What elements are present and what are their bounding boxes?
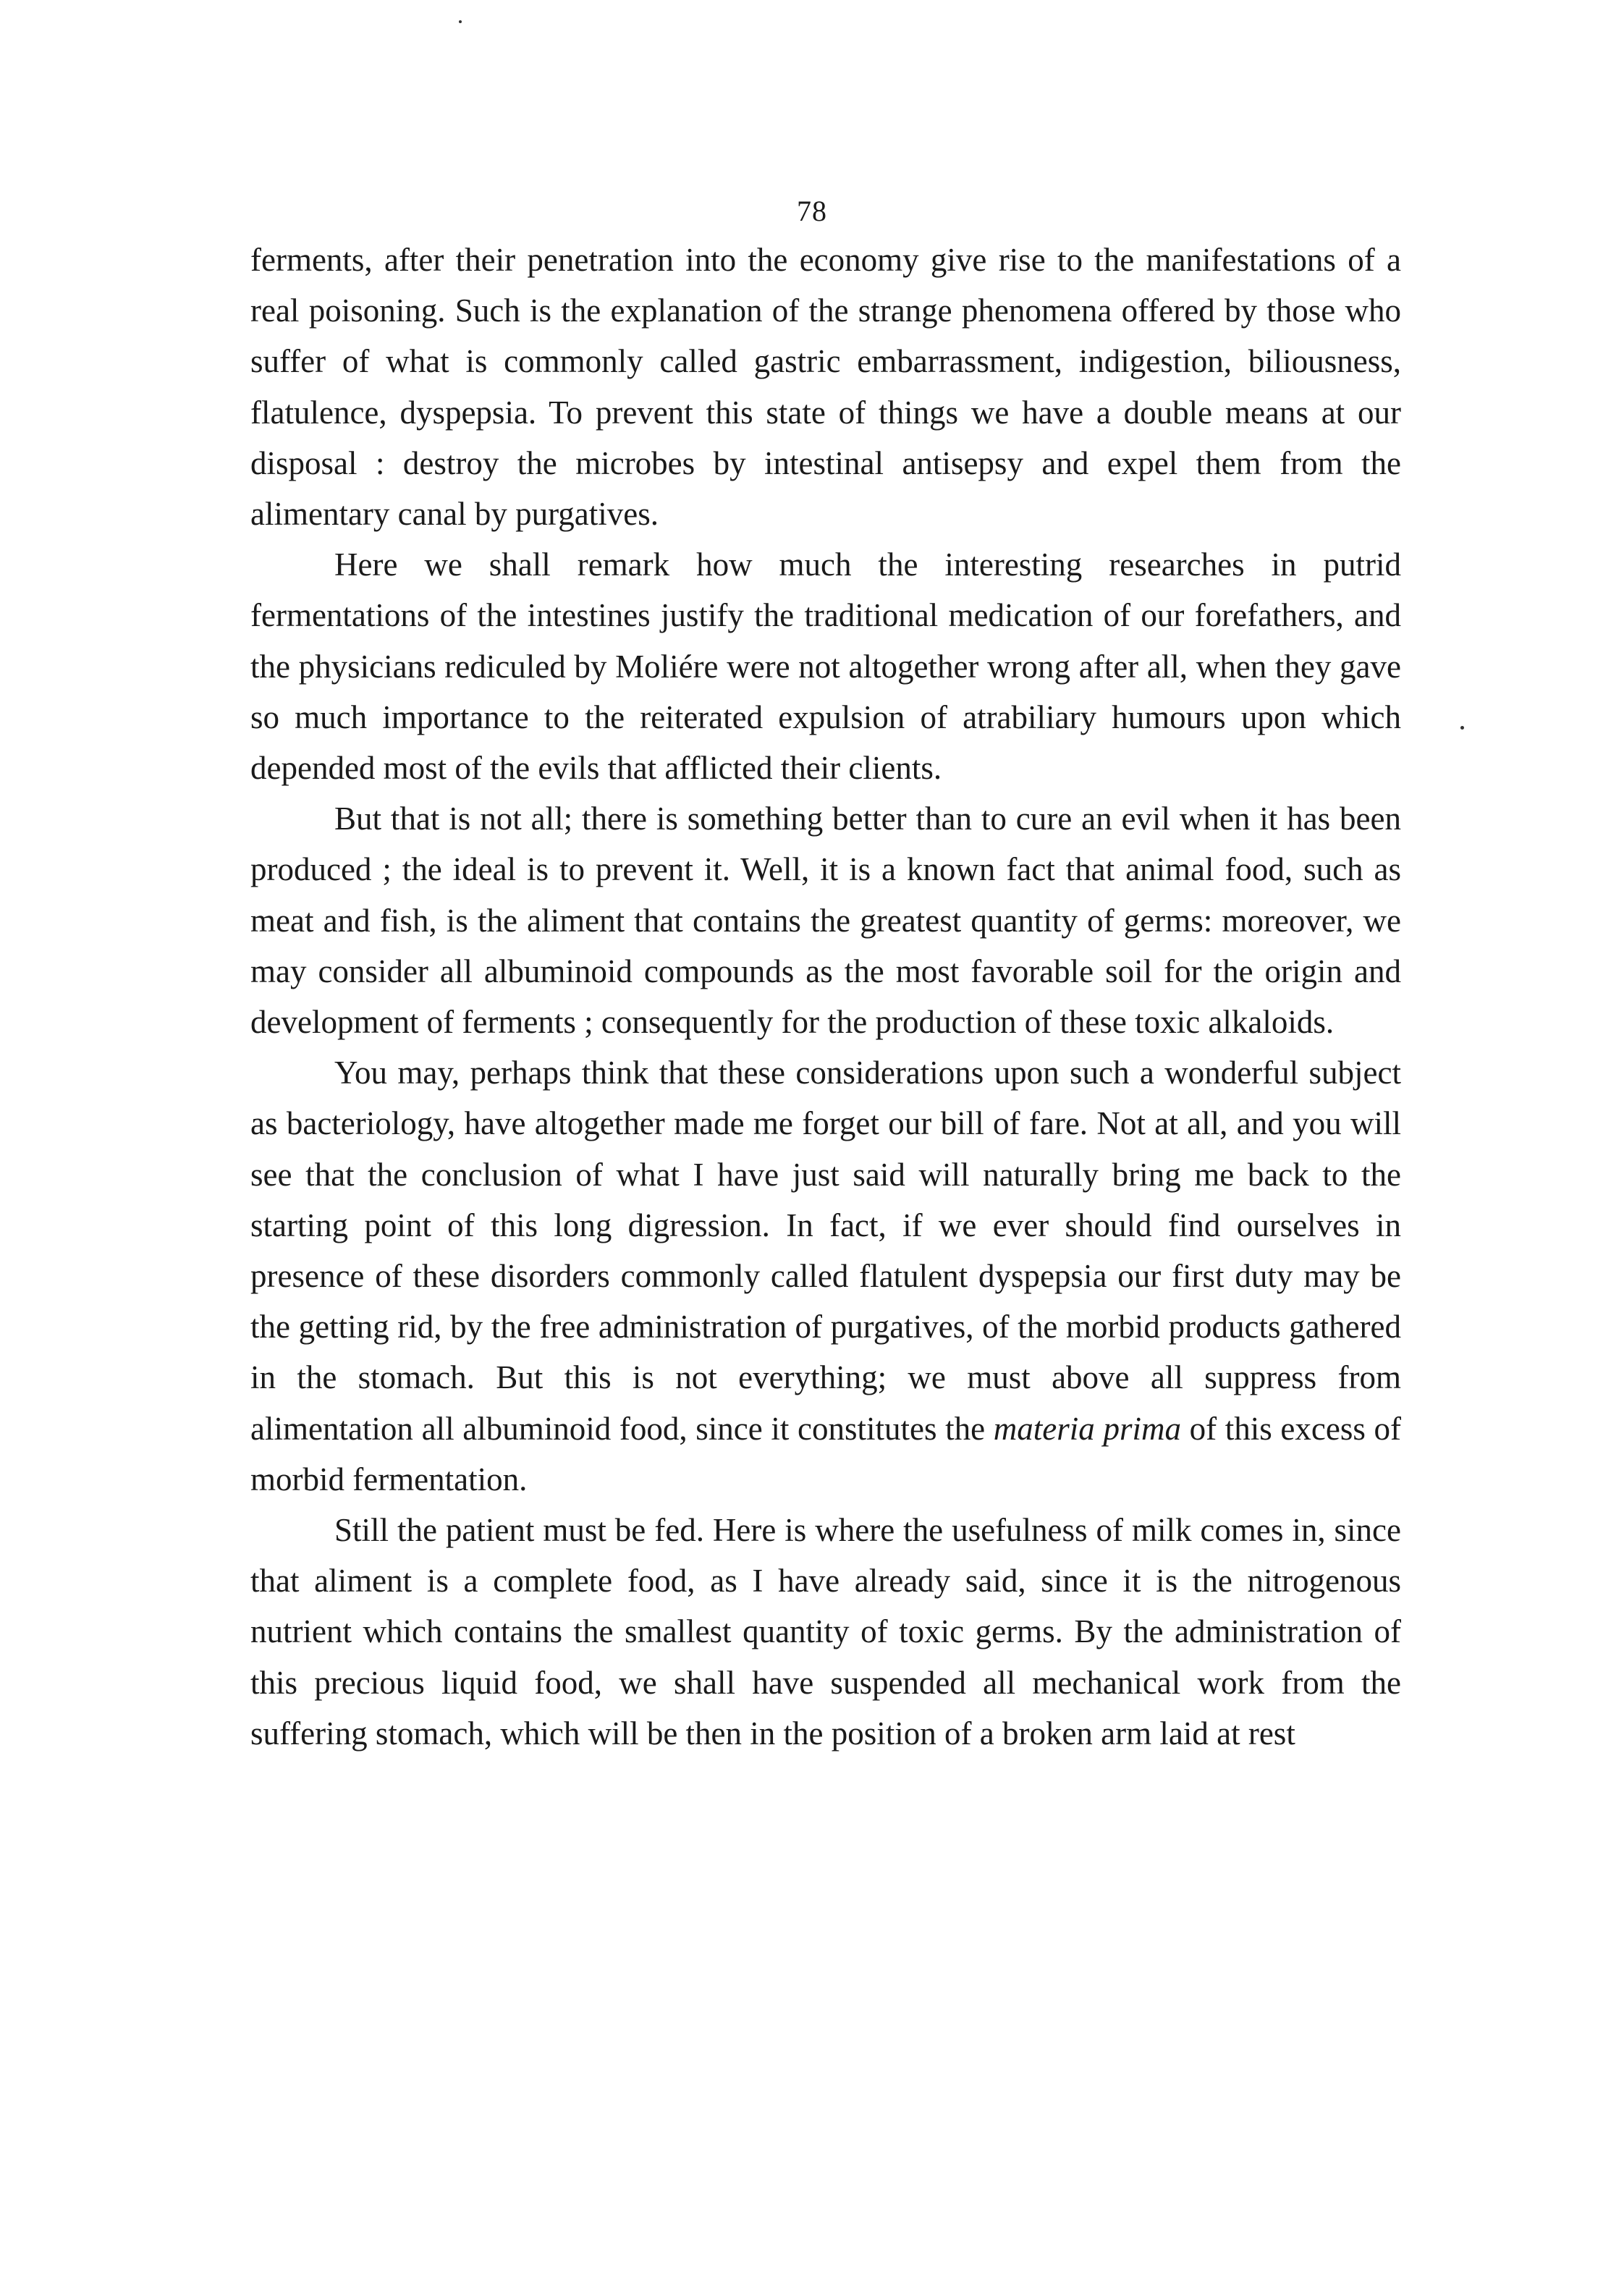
ink-speck <box>1460 726 1464 730</box>
paragraph-1: ferments, after their penetration into the economy give rise to the manifestations of a real poisoning. Such is the explanation of the strange phenomena offered by those who suffer of what is commonly called gastric embarrassment, indigestion, biliousness, flatulence, dyspepsia. To prevent this state of things we have a double means at our disposal : destroy the microbes by intestinal antisepsy and expel them from the alimentary canal by purgatives. <box>250 242 1401 533</box>
paragraph-5: Still the patient must be fed. Here is where the usefulness of milk comes in, since that aliment is a complete food, as I have already said, since it is the nitrogenous nutrient which contains the smallest quantity of toxic germs. By the administration of this precious liquid food, we shall have suspended all mechanical work from the suffering stomach, which will be then in the position of a broken arm laid at rest <box>250 1512 1401 1752</box>
paragraph-2: Here we shall remark how much the interesting researches in putrid fermentations of the intestines justify the traditional medication of our forefathers, and the physicians rediculed by Moliére were not altogether wrong after all, when they gave so much importance to the reiterated expulsion of atrabiliary humours upon which depended most of the evils that afflicted their clients. <box>250 546 1401 787</box>
paragraph-4-text: You may, perhaps think that these considerations upon such a wonderful subject as bacteriology, have altogether made me forget our bill of fare. Not at all, and you will see that the conclusion of what I have just said will naturally bring me back to the starting point of this long digression. In fact, if we ever should find ourselves in presence of these disorders commonly called flatulent dyspepsia our first duty may be the getting rid, by the free administration of purgatives, of the morbid products gathered in the stomach. But this is not everything; we must above all suppress from alimentation all albuminoid food, since it constitutes the <box>250 1055 1401 1447</box>
body-text <box>250 235 1401 1759</box>
paragraph-3: But that is not all; there is something better than to cure an evil when it has been produced ; the ideal is to prevent it. Well, it is a known fact that animal food, such as meat and fish, is the aliment that contains the greatest quantity of germs: moreover, we may consider all albuminoid compounds as the most favorable soil for the origin and development of ferments ; consequently for the production of these toxic alkaloids. <box>250 800 1401 1041</box>
ink-speck <box>459 20 462 23</box>
page-number: 78 <box>797 195 827 227</box>
paragraph-4-italic: materia prima <box>993 1410 1181 1447</box>
paragraph-4 <box>250 1047 1401 1505</box>
paragraph-4-tail: of this excess of morbid fermentation. <box>250 1410 1402 1497</box>
